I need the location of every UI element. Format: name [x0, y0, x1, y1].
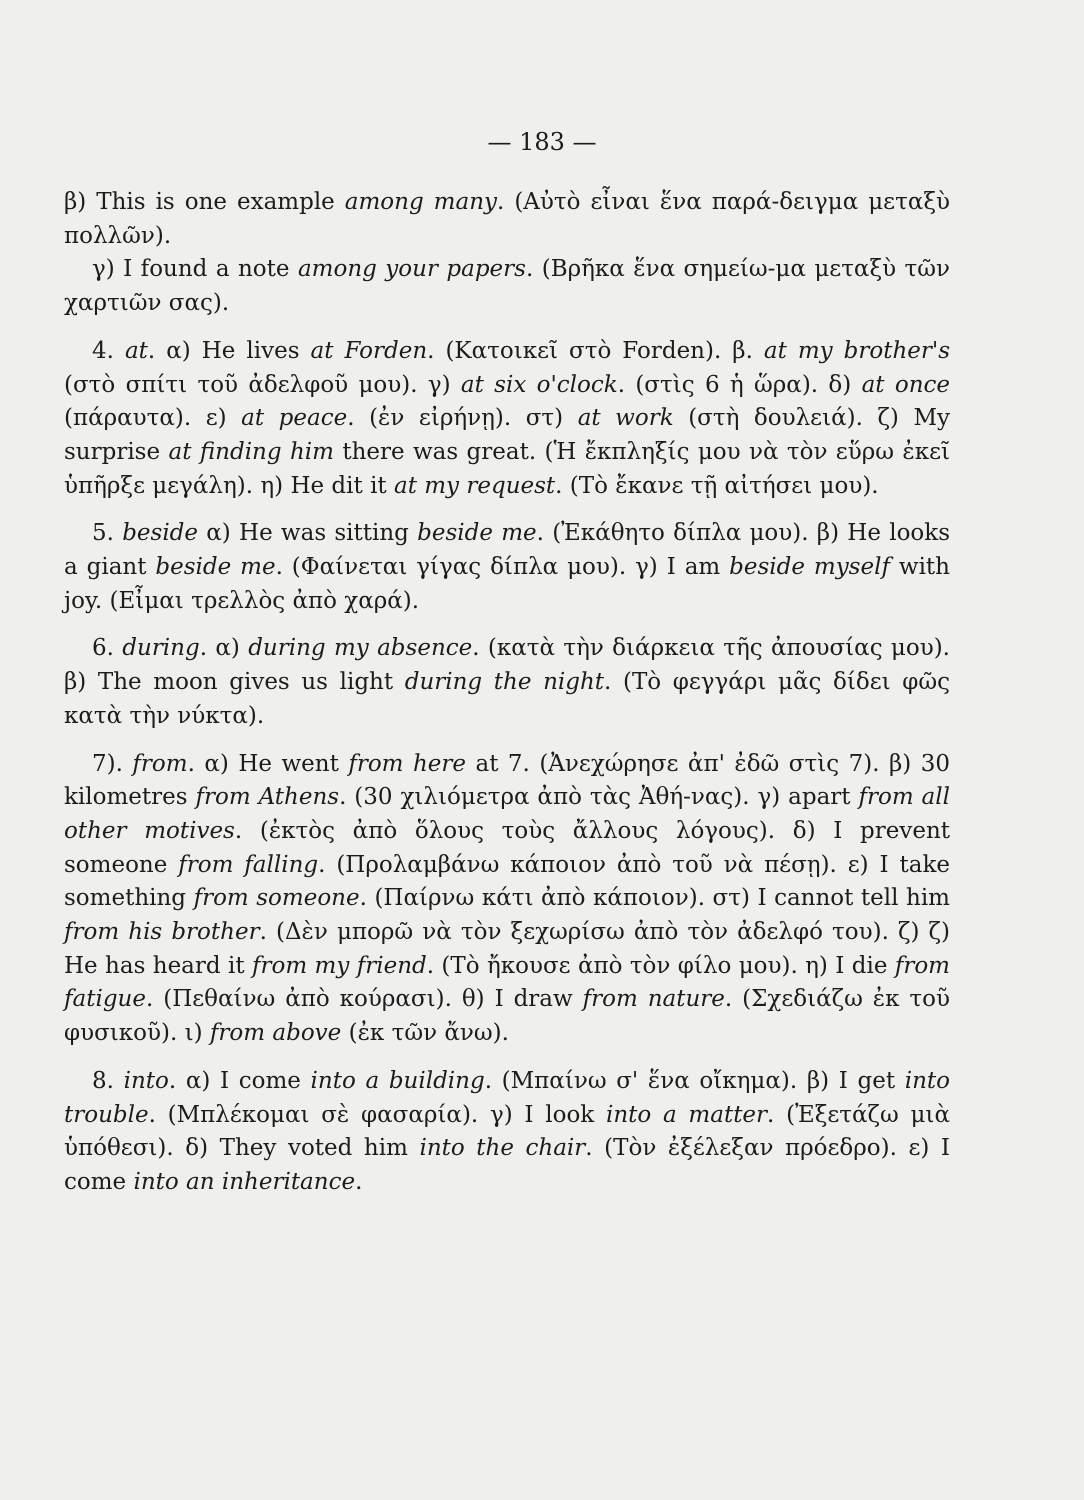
- page-number: — 183 —: [487, 128, 597, 156]
- paragraph: γ) I found a note among your papers. (Βρῆκα ἕνα σημείω-μα μεταξὺ τῶν χαρτιῶν σας).: [64, 256, 951, 317]
- paragraph-gap: [64, 503, 950, 517]
- body-text: [64, 186, 950, 1200]
- paragraph-gap: [64, 1051, 950, 1065]
- paragraph: 6. during. α) during my absence. (κατὰ τὴν διάρκεια τῆς ἀπουσίας μου). β) The moon gives us light during the night. (Τὸ φεγγάρι μᾶς δίδει φῶς κατὰ τὴν νύκτα).: [64, 635, 951, 729]
- paragraph: 4. at. α) He lives at Forden. (Κατοικεῖ στὸ Forden). β. at my brother's (στὸ σπίτι τοῦ ἀδελφοῦ μου). γ) at six o'clock. (στὶς 6 ἡ ὥρα). δ) at once (πάραυτα). ε) at peace. (ἐν εἰρήνῃ). στ) at work (στὴ δουλειά). ζ) My surprise at finding him there was great. (Ἡ ἔκπληξίς μου νὰ τὸν εὕρω ἐκεῖ ὑπῆρξε μεγάλη). η) He dit it at my request. (Τὸ ἔκανε τῇ αἰτήσει μου).: [64, 337, 951, 499]
- paragraph: 8. into. α) I come into a building. (Μπαίνω σ' ἕνα οἴκημα). β) I get into trouble. (Μπλέκομαι σὲ φασαρία). γ) I look into a matter. (Ἐξετάζω μιὰ ὑπόθεσι). δ) They voted him into the chair. (Τὸν ἐξέλεξαν πρόεδρο). ε) I come into an inheritance.: [64, 1067, 951, 1195]
- paragraph: 5. beside α) He was sitting beside me. (Ἐκάθητο δίπλα μου). β) He looks a giant beside me. (Φαίνεται γίγας δίπλα μου). γ) I am beside myself with joy. (Εἶμαι τρελλὸς ἀπὸ χαρά).: [64, 520, 951, 614]
- paragraph: 7). from. α) He went from here at 7. (Ἀνεχώρησε ἀπ' ἐδῶ στὶς 7). β) 30 kilometres from Athens. (30 χιλιόμετρα ἀπὸ τὰς Ἀθή-νας). γ) apart from all other motives. (ἐκτὸς ἀπὸ ὅλους τοὺς ἄλλους λόγους). δ) I prevent someone from falling. (Προλαμβάνω κάποιον ἀπὸ τοῦ νὰ πέσῃ). ε) I take something from someone. (Παίρνω κάτι ἀπὸ κάποιον). στ) I cannot tell him from his brother. (Δὲν μπορῶ νὰ τὸν ξεχωρίσω ἀπὸ τὸν ἀδελφό του). ζ) ζ) He has heard it from my friend. (Τὸ ἤκουσε ἀπὸ τὸν φίλο μου). η) I die from fatigue. (Πεθαίνω ἀπὸ κούρασι). θ) I draw from nature. (Σχεδιάζω ἐκ τοῦ φυσικοῦ). ι) from above (ἐκ τῶν ἄνω).: [64, 750, 950, 1047]
- paragraph-gap: [64, 734, 950, 748]
- paragraph-gap: [64, 321, 950, 335]
- paragraph: β) This is one example among many. (Αὐτὸ εἶναι ἕνα παρά-δειγμα μεταξὺ πολλῶν).: [64, 189, 950, 249]
- paragraph-gap: [64, 618, 950, 632]
